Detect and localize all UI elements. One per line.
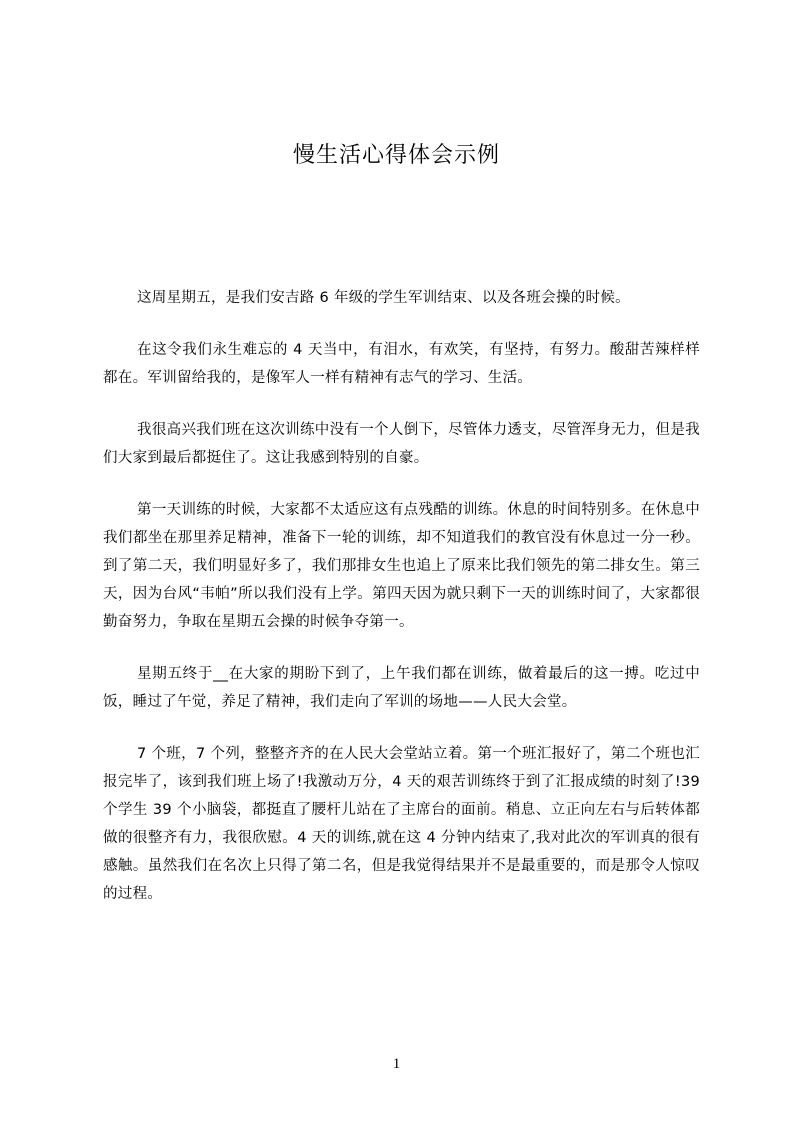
- document-body: [103, 284, 700, 932]
- paragraph-1: 这周星期五，是我们安吉路 6 年级的学生军训结束、以及各班会操的时候。: [137, 290, 630, 306]
- document-title: 慢生活心得体会示例: [292, 143, 500, 168]
- paragraph-2: 在这令我们永生难忘的 4 天当中，有泪水，有欢笑，有坚持，有努力。酸甜苦辣样样都在。军训留给我的，是像军人一样有精神有志气的学习、生活。: [103, 342, 700, 386]
- paragraph-5: 星期五终于__在大家的期盼下到了，上午我们都在训练，做着最后的这一搏。吃过中饭，睡过了午觉，养足了精神，我们走向了军训的场地——人民大会堂。: [103, 666, 700, 710]
- paragraph-3: 我很高兴我们班在这次训练中没有一个人倒下，尽管体力透支，尽管浑身无力，但是我们大家到最后都挺住了。这让我感到特别的自豪。: [103, 422, 700, 466]
- page-number: 1: [392, 1056, 401, 1072]
- paragraph-4: 第一天训练的时候，大家都不太适应这有点残酷的训练。休息的时间特别多。在休息中我们都坐在那里养足精神，准备下一轮的训练，却不知道我们的教官没有休息过一分一秒。到了第二天，我们明显好多了，我们那排女生也追上了原来比我们领先的第二排女生。第三天，因为台风“韦帕”所以我们没有上学。第四天因为就只剩下一天的训练时间了，大家都很勤奋努力，争取在星期五会操的时候争夺第一。: [103, 502, 700, 630]
- paragraph-6: 7 个班，7 个列，整整齐齐的在人民大会堂站立着。第一个班汇报好了，第二个班也汇报完毕了，该到我们班上场了!我激动万分，4 天的艰苦训练终于到了汇报成绩的时刻了!39 个学生 39 个小脑袋，都挺直了腰杆儿站在了主席台的面前。稍息、立正向左右与后转体都做的很整齐有力，我很欣慰。4 天的训练,就在这 4 分钟内结束了,我对此次的军训真的很有感触。虽然我们在名次上只得了第二名，但是我觉得结果并不是最重要的，而是那令人惊叹的过程。: [103, 746, 700, 902]
